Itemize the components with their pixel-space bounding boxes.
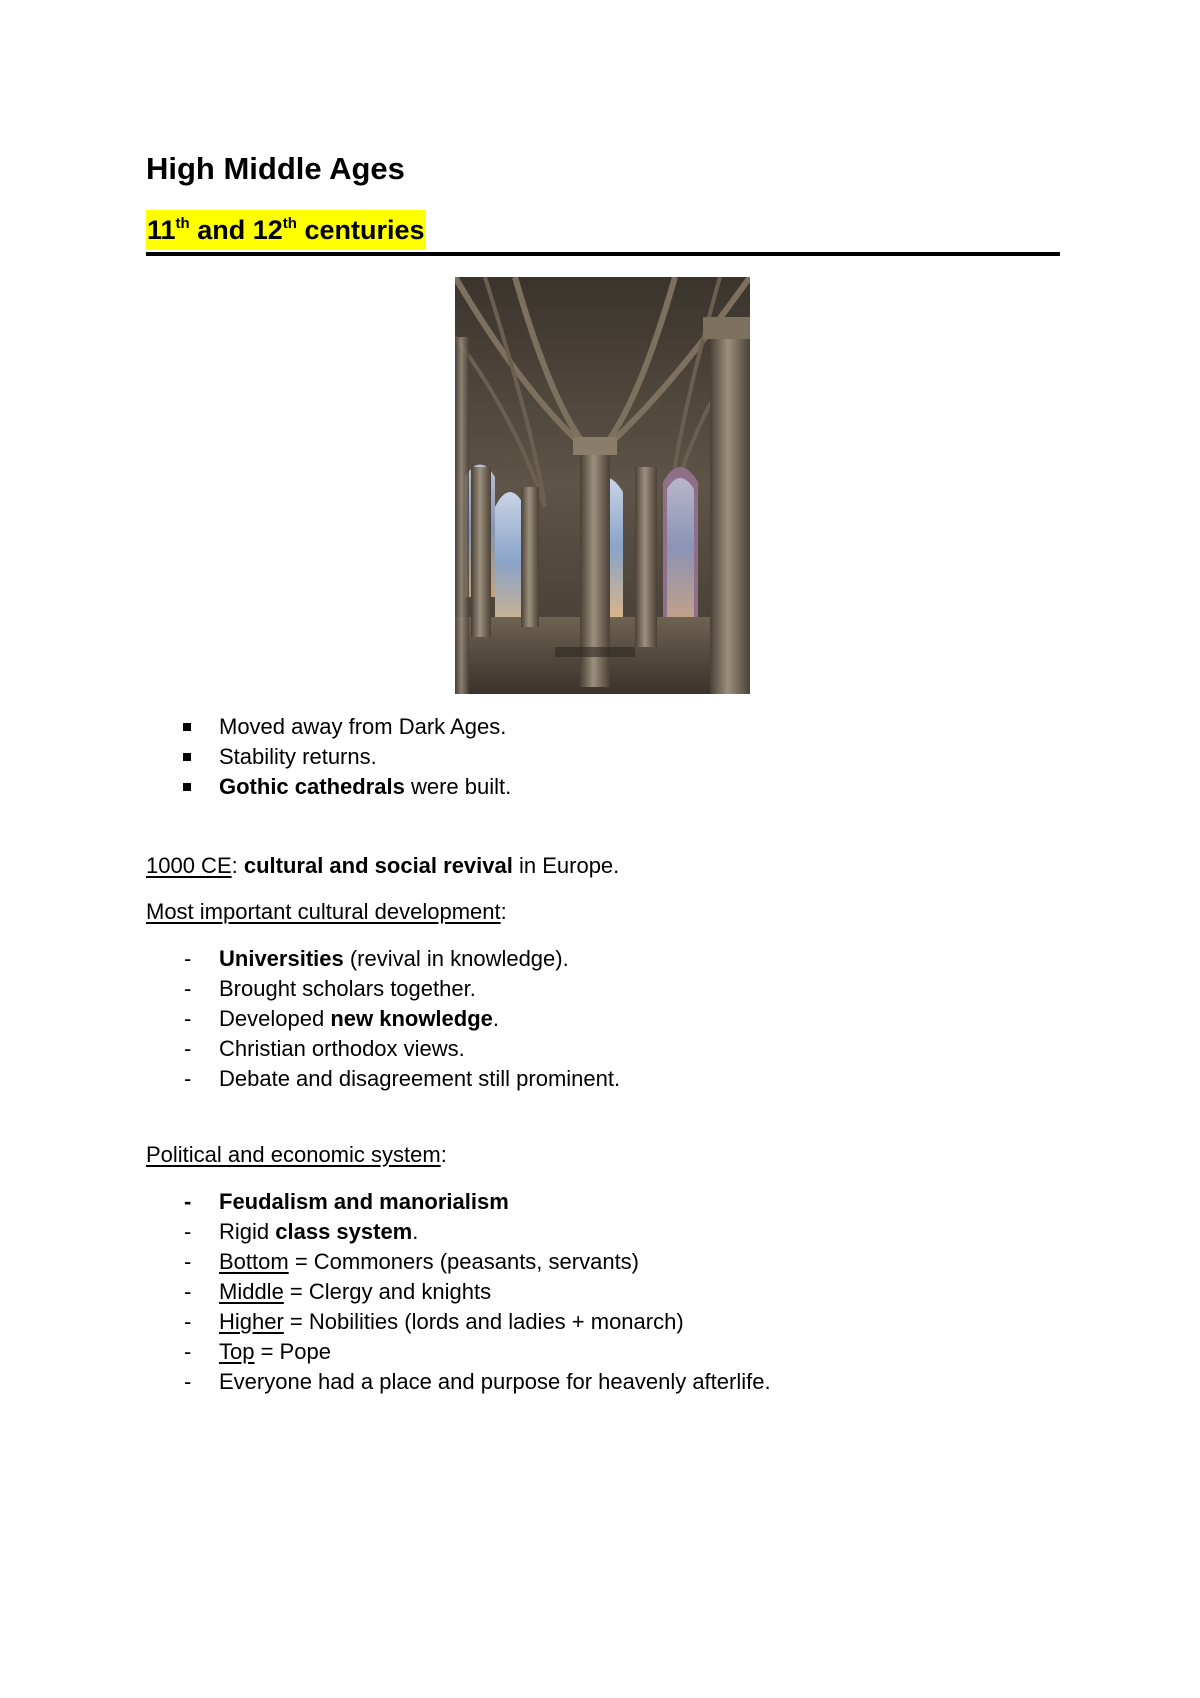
list-item-text: . [412, 1219, 419, 1244]
underlined-heading: Most important cultural development [146, 899, 501, 924]
punctuation: : [500, 899, 507, 924]
dash-bullet-icon: - [184, 976, 192, 1001]
dash-bullet-icon: - [184, 1066, 192, 1091]
list-item-text: Everyone had a place and purpose for heavenly afterlife. [219, 1369, 771, 1394]
cultural-dash-list [146, 944, 620, 1094]
dash-bullet-icon: - [184, 1219, 192, 1244]
list-item [146, 1187, 771, 1217]
punctuation: : [231, 853, 244, 878]
list-item-text: = Pope [254, 1339, 331, 1364]
list-item [146, 772, 511, 802]
list-item [146, 1307, 771, 1337]
political-heading [146, 1140, 447, 1170]
list-item [146, 944, 620, 974]
list-item-text: Brought scholars together. [219, 976, 476, 1001]
list-item [146, 1004, 620, 1034]
list-item [146, 1367, 771, 1397]
list-item-text: = Commoners (peasants, servants) [288, 1249, 640, 1274]
square-bullet-icon [183, 753, 191, 761]
underlined-term: Higher [219, 1309, 284, 1334]
underlined-term: Top [219, 1339, 255, 1364]
list-item-text: Moved away from Dark Ages. [219, 714, 507, 739]
list-item-text: (revival in knowledge). [343, 946, 569, 971]
bold-text: new knowledge [330, 1006, 493, 1031]
underlined-term: Middle [219, 1279, 284, 1304]
list-item [146, 1217, 771, 1247]
bold-text: Gothic cathedrals [219, 774, 405, 799]
list-item [146, 974, 620, 1004]
square-bullet-icon [183, 783, 191, 791]
list-item [146, 712, 511, 742]
highlighted-subtitle [146, 210, 426, 250]
cathedral-photo [455, 277, 750, 694]
page-title: High Middle Ages [146, 151, 405, 186]
dash-bullet-icon: - [184, 1339, 192, 1364]
underlined-heading: Political and economic system [146, 1142, 441, 1167]
list-item [146, 1064, 620, 1094]
subtitle-part: and 12 [189, 215, 283, 245]
cultural-heading [146, 897, 507, 927]
list-item-text: were built. [404, 774, 512, 799]
dash-bullet-icon: - [184, 1006, 192, 1031]
dash-bullet-icon: - [184, 1309, 192, 1334]
list-item-text: = Nobilities (lords and ladies + monarch) [283, 1309, 684, 1334]
punctuation: : [440, 1142, 447, 1167]
list-item [146, 1247, 771, 1277]
bold-text: Feudalism and manorialism [219, 1189, 509, 1214]
list-item-text: . [492, 1006, 500, 1031]
dash-bullet-icon: - [184, 1036, 192, 1061]
list-item [146, 742, 511, 772]
list-item [146, 1337, 771, 1367]
underlined-term: Bottom [219, 1249, 289, 1274]
list-item-text: Debate and disagreement still prominent. [219, 1066, 621, 1091]
paragraph-text: in Europe. [512, 853, 620, 878]
subtitle-part: centuries [296, 215, 425, 245]
list-item-text: Christian orthodox views. [219, 1036, 465, 1061]
bold-text: class system [275, 1219, 413, 1244]
heading-divider [146, 252, 1060, 256]
bold-text: cultural and social revival [243, 853, 513, 878]
subtitle-part: 11 [147, 215, 176, 245]
bold-text: Universities [219, 946, 344, 971]
list-item-text: Rigid [219, 1219, 276, 1244]
dash-bullet-icon: - [184, 1369, 192, 1394]
underlined-date: 1000 CE [146, 853, 232, 878]
summary-bullet-list [146, 712, 511, 802]
list-item-text: = Clergy and knights [283, 1279, 492, 1304]
political-dash-list [146, 1187, 771, 1397]
dash-bullet-icon: - [184, 946, 192, 971]
square-bullet-icon [183, 723, 191, 731]
list-item [146, 1034, 620, 1064]
revival-paragraph [146, 851, 619, 881]
list-item-text: Stability returns. [219, 744, 377, 769]
subtitle-superscript: th [282, 215, 297, 232]
dash-bullet-icon: - [184, 1249, 192, 1274]
subtitle-superscript: th [175, 215, 190, 232]
dash-bullet-icon: - [184, 1189, 192, 1214]
list-item [146, 1277, 771, 1307]
dash-bullet-icon: - [184, 1279, 192, 1304]
list-item-text: Developed [219, 1006, 331, 1031]
